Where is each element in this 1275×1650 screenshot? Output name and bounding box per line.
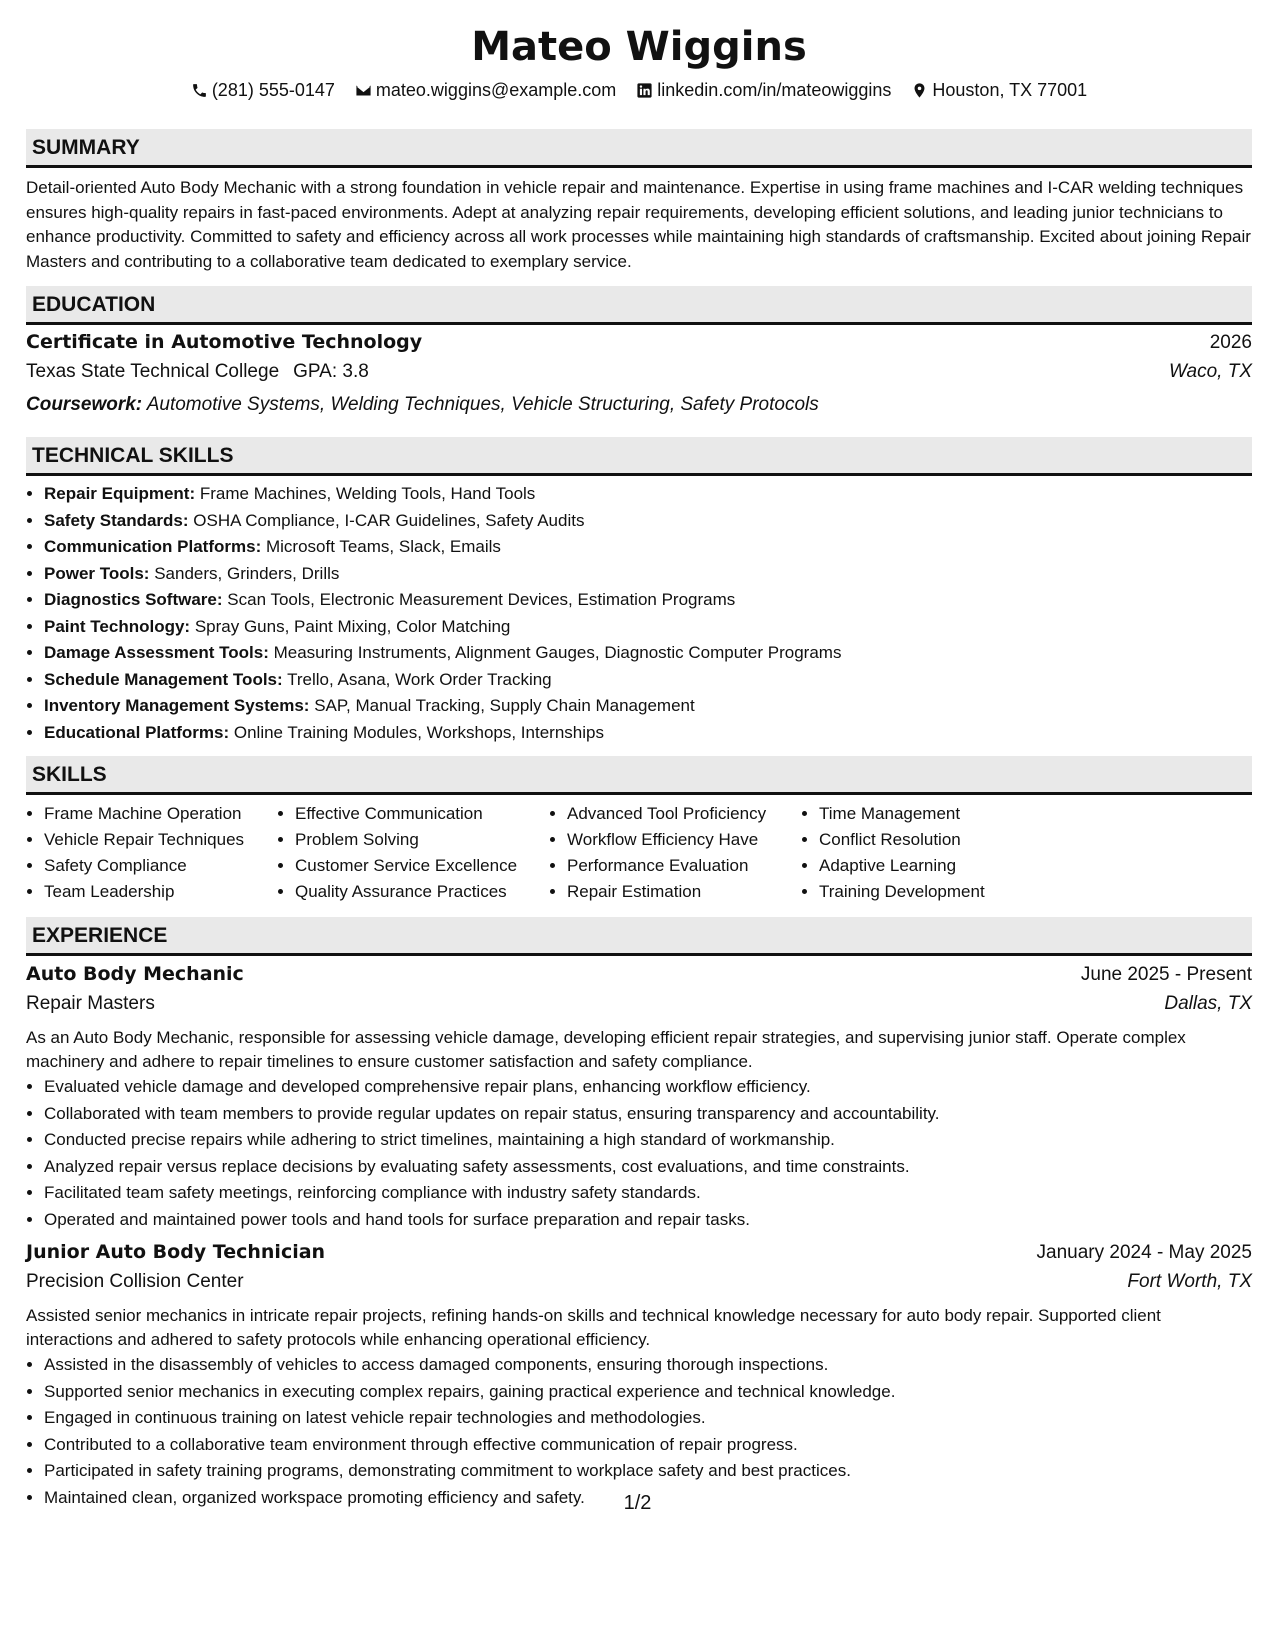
list-item: • Vehicle Repair Techniques (44, 827, 277, 853)
list-item (44, 640, 1252, 667)
skill-category: Educational Platforms: (44, 722, 230, 742)
location-text: Houston, TX 77001 (932, 79, 1088, 100)
list-item: • Conflict Resolution (819, 827, 1059, 853)
list-item: • Time Management (819, 801, 1059, 827)
coursework (26, 390, 1252, 420)
education-row-school (26, 361, 1252, 390)
job-dates: January 2024 - May 2025 (1036, 1242, 1252, 1263)
education-row-degree (26, 331, 1252, 361)
coursework-label: Coursework: (26, 394, 143, 415)
list-item: • Evaluated vehicle damage and developed comprehensive repair plans, enhancing workflow efficiency. (44, 1074, 1252, 1101)
skill-values: Spray Guns, Paint Mixing, Color Matching (194, 616, 511, 636)
list-item (44, 720, 1252, 747)
degree-title: Certificate in Automotive Technology (26, 331, 423, 353)
list-item (44, 561, 1252, 588)
skill-values: Sanders, Grinders, Drills (154, 563, 340, 583)
job-description: As an Auto Body Mechanic, responsible for assessing vehicle damage, developing efficient repair strategies, and supervising junior staff. Operate complex machinery and adhere to repair timelines to ensure customer satisfaction and safety compliance. (26, 1028, 1186, 1071)
list-item (44, 481, 1252, 508)
page-number: 1/2 (623, 1492, 652, 1514)
email-link[interactable]: mateo.wiggins@example.com (375, 79, 617, 100)
skill-values: Measuring Instruments, Alignment Gauges, Diagnostic Computer Programs (273, 643, 842, 662)
list-item: • Training Development (819, 879, 1059, 905)
school-name: Texas State Technical College (26, 361, 280, 382)
list-item: • Problem Solving (295, 827, 549, 853)
list-item: • Team Leadership (44, 879, 277, 905)
contact-linkedin[interactable] (636, 80, 891, 101)
list-item: • Effective Communication (295, 801, 549, 827)
skills-column (801, 801, 1059, 905)
list-item: • Facilitated team safety meetings, reinforcing compliance with industry safety standards. (44, 1180, 1252, 1207)
job-company-row (26, 1271, 1252, 1302)
contact-bar (26, 78, 1252, 102)
graduation-year: 2026 (1209, 332, 1252, 353)
list-item (44, 667, 1252, 694)
list-item: • Adaptive Learning (819, 853, 1059, 879)
list-item: • Assisted in the disassembly of vehicles to access damaged components, ensuring thorough inspections. (44, 1352, 1252, 1379)
list-item: • Workflow Efficiency Have (567, 827, 801, 853)
list-item: • Analyzed repair versus replace decisions by evaluating safety assessments, cost evaluations, and time constraints. (44, 1154, 1252, 1181)
skill-category: Communication Platforms: (44, 537, 262, 556)
job-location: Dallas, TX (1164, 993, 1252, 1014)
education-heading: EDUCATION (26, 286, 1252, 325)
skills-column (277, 801, 549, 905)
skill-category: Paint Technology: (44, 616, 191, 636)
skills-grid (26, 801, 1252, 905)
skill-category: Power Tools: (44, 563, 150, 583)
linkedin-link[interactable]: linkedin.com/in/mateowiggins (657, 79, 892, 100)
job-entry (26, 963, 1252, 1233)
skill-category: Damage Assessment Tools: (44, 643, 269, 662)
skill-category: Schedule Management Tools: (44, 669, 283, 689)
list-item: • Frame Machine Operation (44, 801, 277, 827)
skill-values: Trello, Asana, Work Order Tracking (287, 669, 552, 689)
technical-skills-list (26, 481, 1252, 746)
list-item (44, 534, 1252, 561)
list-item: • Operated and maintained power tools and hand tools for surface preparation and repair tasks. (44, 1207, 1252, 1234)
skill-category: Diagnostics Software: (44, 590, 223, 609)
company-name: Repair Masters (26, 993, 155, 1014)
skills-column (26, 801, 277, 905)
job-description: Assisted senior mechanics in intricate repair projects, refining hands-on skills and technical knowledge necessary for auto body repair. Supported client interactions and adhered to safety protocols while enhancing operational efficiency. (26, 1306, 1161, 1349)
list-item: • Quality Assurance Practices (295, 879, 549, 905)
list-item (44, 587, 1252, 614)
candidate-name: Mateo Wiggins (471, 24, 807, 70)
job-title: Junior Auto Body Technician (26, 1241, 326, 1263)
contact-email[interactable] (355, 80, 616, 101)
list-item: • Conducted precise repairs while adhering to strict timelines, maintaining a high standard of workmanship. (44, 1127, 1252, 1154)
list-item (44, 614, 1252, 641)
list-item: • Engaged in continuous training on latest vehicle repair technologies and methodologies. (44, 1405, 1252, 1432)
skill-values: SAP, Manual Tracking, Supply Chain Management (314, 696, 695, 715)
job-bullets (26, 1074, 1252, 1233)
list-item: • Participated in safety training programs, demonstrating commitment to workplace safety and best practices. (44, 1458, 1252, 1485)
summary-heading: SUMMARY (26, 129, 1252, 168)
job-company-row (26, 993, 1252, 1024)
list-item (44, 508, 1252, 535)
job-entry (26, 1241, 1252, 1511)
summary-text: Detail-oriented Auto Body Mechanic with a strong foundation in vehicle repair and maintenance. Expertise in using frame machines and I-CAR welding techniques ensures high-quality repairs in fast-paced environments. Adept at analyzing repair requirements, developing efficient solutions, and leading junior technicians to enhance productivity. Committed to safety and efficiency across all work processes while maintaining high standards of craftsmanship. Excited about joining Repair Masters and contributing to a collaborative team dedicated to exemplary service. (26, 178, 1251, 271)
contact-phone (191, 80, 335, 101)
company-name: Precision Collision Center (26, 1271, 244, 1292)
job-title-row (26, 1241, 1252, 1271)
list-item: • Supported senior mechanics in executing complex repairs, gaining practical experience and technical knowledge. (44, 1379, 1252, 1406)
skill-category: Safety Standards: (44, 510, 189, 530)
job-dates: June 2025 - Present (1080, 964, 1252, 985)
school-info (26, 361, 369, 383)
technical-skills-heading: TECHNICAL SKILLS (26, 437, 1252, 476)
map-pin-icon (911, 82, 928, 99)
skill-values: Scan Tools, Electronic Measurement Devices, Estimation Programs (227, 590, 736, 609)
list-item: • Advanced Tool Proficiency (567, 801, 801, 827)
school-location: Waco, TX (1168, 361, 1252, 382)
list-item: • Repair Estimation (567, 879, 801, 905)
skill-values: OSHA Compliance, I-CAR Guidelines, Safety Audits (193, 510, 585, 530)
experience-heading: EXPERIENCE (26, 917, 1252, 956)
skill-category: Repair Equipment: (44, 484, 196, 503)
resume-page (26, 0, 1252, 1511)
job-title: Auto Body Mechanic (26, 963, 244, 985)
linkedin-icon (636, 82, 653, 99)
phone-text: (281) 555-0147 (211, 79, 335, 100)
job-bullets (26, 1352, 1252, 1511)
skill-category: Inventory Management Systems: (44, 696, 310, 715)
coursework-list: Automotive Systems, Welding Techniques, Vehicle Structuring, Safety Protocols (146, 394, 819, 415)
list-item (44, 693, 1252, 720)
skill-values: Online Training Modules, Workshops, Internships (233, 722, 604, 742)
list-item: • Customer Service Excellence (295, 853, 549, 879)
skill-values: Microsoft Teams, Slack, Emails (265, 537, 501, 556)
skills-column (549, 801, 801, 905)
list-item: • Safety Compliance (44, 853, 277, 879)
gpa: GPA: 3.8 (293, 361, 369, 382)
skills-heading: SKILLS (26, 756, 1252, 795)
list-item: • Maintained clean, organized workspace promoting efficiency and safety. (44, 1485, 1252, 1512)
envelope-icon (355, 82, 372, 99)
skill-values: Frame Machines, Welding Tools, Hand Tools (199, 484, 536, 503)
phone-icon (191, 82, 208, 99)
list-item: • Performance Evaluation (567, 853, 801, 879)
contact-location (911, 80, 1087, 101)
job-title-row (26, 963, 1252, 993)
list-item: • Collaborated with team members to provide regular updates on repair status, ensuring transparency and accountability. (44, 1101, 1252, 1128)
list-item: • Contributed to a collaborative team environment through effective communication of repair progress. (44, 1432, 1252, 1459)
job-location: Fort Worth, TX (1127, 1271, 1252, 1292)
